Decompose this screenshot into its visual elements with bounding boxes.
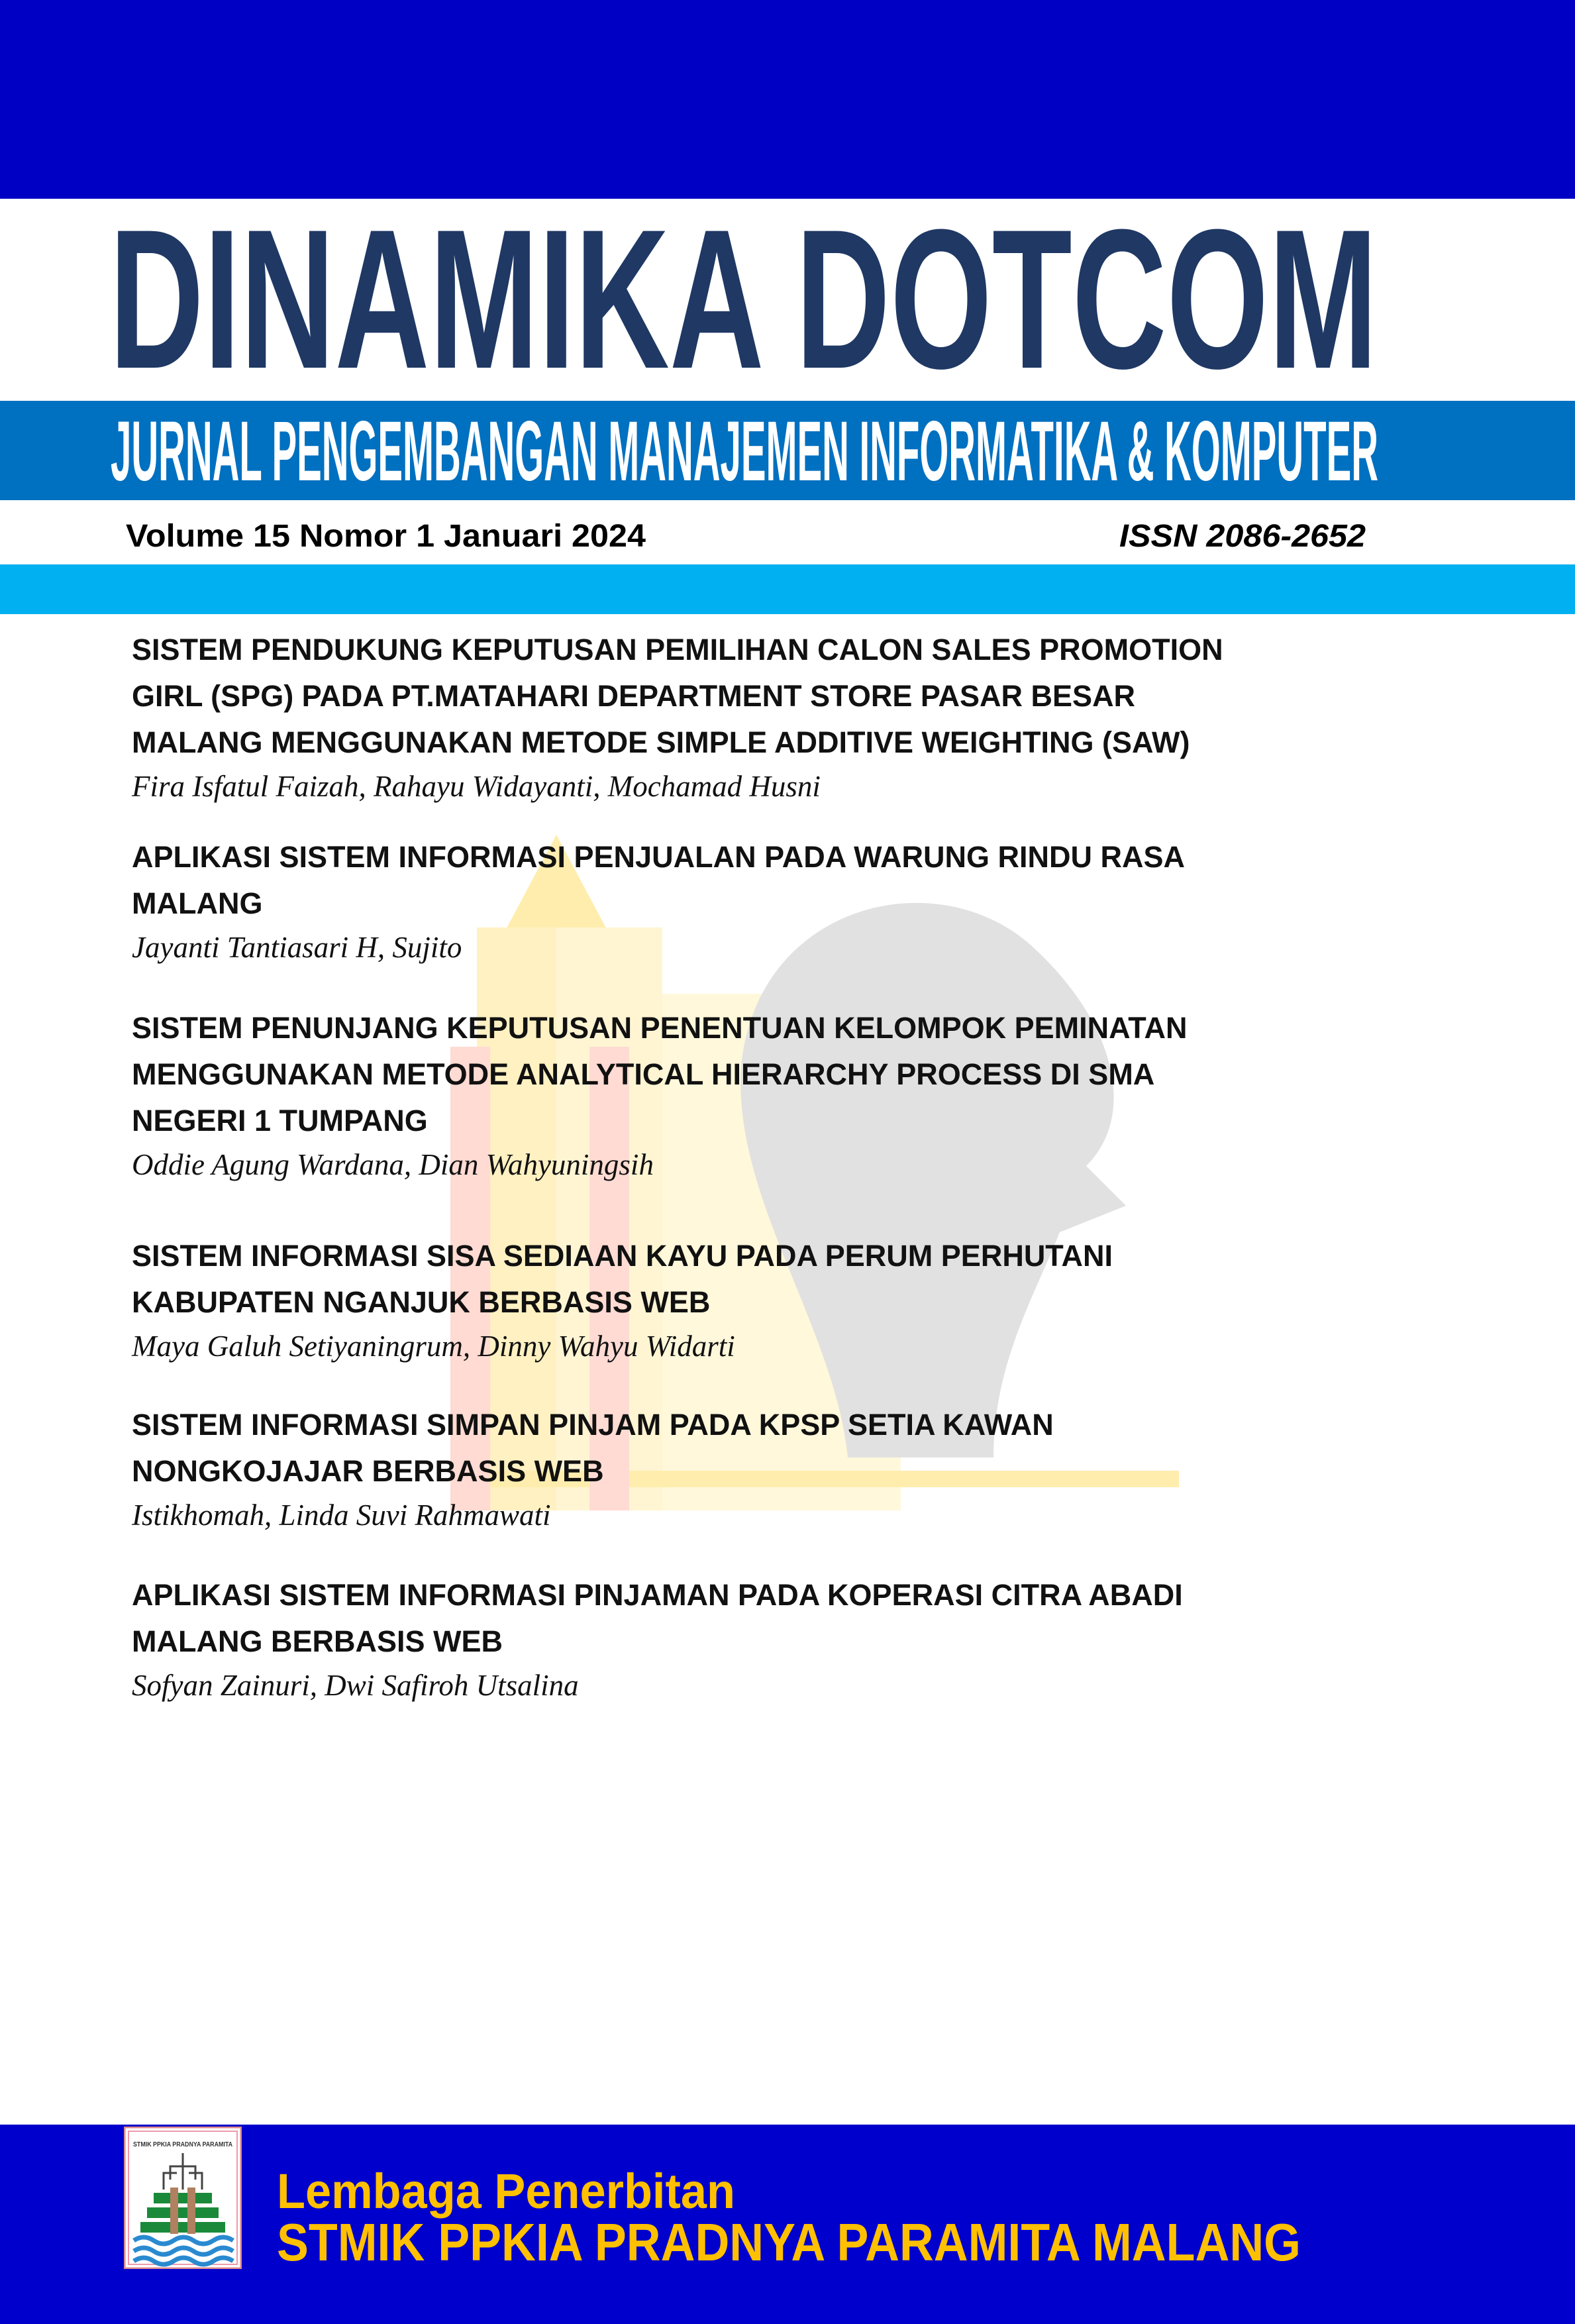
- article-authors: Sofyan Zainuri, Dwi Safiroh Utsalina: [132, 1669, 579, 1702]
- article-title-line: APLIKASI SISTEM INFORMASI PENJUALAN PADA WARUNG RINDU RASA: [132, 840, 1186, 874]
- article-title-line: SISTEM INFORMASI SISA SEDIAAN KAYU PADA PERUM PERHUTANI: [132, 1239, 1113, 1273]
- article-item[interactable]: [132, 1402, 1390, 1536]
- logo-text: STMIK PPKIA PRADNYA PARAMITA: [133, 2141, 232, 2148]
- publisher-block: [265, 2153, 1391, 2272]
- journal-subtitle: [0, 401, 1575, 500]
- volume-issn-row: [0, 510, 1575, 556]
- article-item[interactable]: [132, 1572, 1390, 1706]
- article-title-line: APLIKASI SISTEM INFORMASI PINJAMAN PADA KOPERASI CITRA ABADI: [132, 1578, 1183, 1612]
- publisher-name: STMIK PPKIA PRADNYA PARAMITA MALANG: [277, 2213, 1301, 2272]
- article-title-line: MALANG BERBASIS WEB: [132, 1624, 503, 1658]
- article-authors: Istikhomah, Linda Suvi Rahmawati: [132, 1499, 551, 1532]
- article-item[interactable]: [132, 1005, 1390, 1185]
- publisher-label: Lembaga Penerbitan: [277, 2164, 735, 2219]
- volume-info: Volume 15 Nomor 1 Januari 2024: [126, 519, 646, 554]
- article-title-line: NONGKOJAJAR BERBASIS WEB: [132, 1454, 604, 1488]
- article-authors: Oddie Agung Wardana, Dian Wahyuningsih: [132, 1148, 654, 1181]
- journal-title-text: DINAMIKA DOTCOM: [109, 219, 1378, 378]
- article-title-line: SISTEM PENUNJANG KEPUTUSAN PENENTUAN KELOMPOK PEMINATAN: [132, 1011, 1188, 1045]
- article-title-line: GIRL (SPG) PADA PT.MATAHARI DEPARTMENT STORE PASAR BESAR: [132, 679, 1136, 713]
- publisher-logo-icon: [124, 2127, 242, 2269]
- journal-title: [0, 219, 1575, 378]
- article-item[interactable]: [132, 1233, 1390, 1367]
- article-authors: Jayanti Tantiasari H, Sujito: [132, 931, 462, 964]
- article-item[interactable]: [132, 834, 1390, 968]
- article-title-line: SISTEM PENDUKUNG KEPUTUSAN PEMILIHAN CALON SALES PROMOTION: [132, 633, 1223, 666]
- article-authors: Fira Isfatul Faizah, Rahayu Widayanti, Mochamad Husni: [132, 770, 821, 803]
- light-blue-band: [0, 564, 1575, 614]
- article-title-line: MALANG: [132, 886, 263, 920]
- article-authors: Maya Galuh Setiyaningrum, Dinny Wahyu Widarti: [132, 1330, 735, 1363]
- article-item[interactable]: [132, 627, 1390, 807]
- article-title-line: MALANG MENGGUNAKAN METODE SIMPLE ADDITIVE WEIGHTING (SAW): [132, 725, 1190, 759]
- article-title-line: MENGGUNAKAN METODE ANALYTICAL HIERARCHY PROCESS DI SMA: [132, 1057, 1155, 1091]
- article-title-line: KABUPATEN NGANJUK BERBASIS WEB: [132, 1285, 711, 1319]
- article-title-line: SISTEM INFORMASI SIMPAN PINJAM PADA KPSP SETIA KAWAN: [132, 1408, 1054, 1442]
- article-title-line: NEGERI 1 TUMPANG: [132, 1104, 428, 1137]
- journal-subtitle-text: JURNAL PENGEMBANGAN MANAJEMEN INFORMATIKA & KOMPUTER: [111, 404, 1378, 499]
- issn: ISSN 2086-2652: [1119, 519, 1366, 554]
- top-color-band: [0, 0, 1575, 199]
